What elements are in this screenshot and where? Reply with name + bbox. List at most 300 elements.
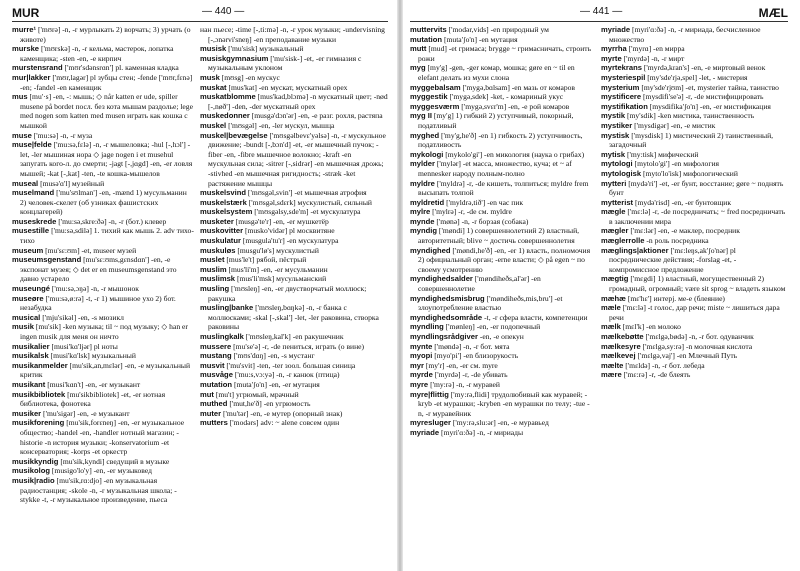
entry-headword: musikalsk xyxy=(12,351,49,361)
dictionary-entry xyxy=(200,370,388,380)
entry-headword: myresluger xyxy=(410,418,451,428)
dictionary-entry xyxy=(200,255,388,265)
right-page-number: — 441 — xyxy=(580,6,623,17)
entry-definition: [musi'kɑn't] -en, -er музыкант xyxy=(47,379,141,389)
entry-headword: myggesværm xyxy=(410,101,460,111)
dictionary-entry xyxy=(601,73,788,83)
dictionary-entry xyxy=(200,265,388,275)
entry-definition: [myri'ɑ:ðə] -n, -r мириада, бесчисленное множество xyxy=(609,25,761,44)
dictionary-column-2 xyxy=(200,25,388,565)
dictionary-entry xyxy=(200,351,388,361)
entry-definition: ['mysdisk] 1) мистический 2) таинственный, загадочный xyxy=(609,130,774,150)
dictionary-entry xyxy=(410,313,594,323)
entry-definition: ['mu'tər] -en, -e мутер (опорный знак) xyxy=(223,408,343,418)
entry-headword: mære xyxy=(601,370,622,380)
entry-definition: ['myldrə] -r, -de кишеть, толпиться; myldre frem высыпать толпой xyxy=(418,178,589,198)
entry-headword: mutt xyxy=(410,44,427,54)
entry-definition: [my'sdik] -ken мистика, таинственность xyxy=(626,111,755,121)
entry-definition: ['mygə,bɑlsam] -en мазь от комаров xyxy=(462,82,576,92)
entry-headword: mælkesyre xyxy=(601,341,641,351)
entry-headword: muslimsk xyxy=(200,274,236,284)
dictionary-entry xyxy=(601,361,788,371)
dictionary-entry xyxy=(12,418,194,456)
entry-definition: ['mɛlgə,sy:rə] -n молочная кислота xyxy=(642,341,753,351)
entry-headword: musisk xyxy=(200,44,227,54)
dictionary-entry xyxy=(12,284,194,294)
entry-headword: mystificere xyxy=(601,92,642,102)
entry-headword: myndling xyxy=(410,322,444,332)
dictionary-entry xyxy=(410,217,594,227)
entry-definition: [musgə'dɔn'ər] -en, -e разг. рохля, растяпа xyxy=(251,111,383,121)
entry-definition: ['mut,he'ð] -en угрюмость xyxy=(229,399,311,409)
entry-headword: muslet xyxy=(200,255,225,265)
entry-definition: [my'g] -gen, -ger комар, мошка; gøre en ~ til en elefant делать из мухи слона xyxy=(418,63,575,82)
right-guide-word: MÆL xyxy=(758,6,788,20)
dictionary-entry xyxy=(410,390,594,419)
entry-headword: muthed xyxy=(200,399,228,409)
dictionary-entry xyxy=(200,303,388,332)
dictionary-entry xyxy=(601,351,788,361)
entry-definition: ['mʊsgəlsy,sde'm] -et мускулатура xyxy=(254,207,361,217)
dictionary-entry xyxy=(601,169,788,179)
dictionary-entry xyxy=(12,380,194,390)
entry-definition: [musko'vidər] pl москвитяне xyxy=(244,226,335,236)
entry-headword: musiker xyxy=(12,408,42,418)
dictionary-entry xyxy=(200,44,388,54)
entry-headword: muskel xyxy=(200,120,227,130)
entry-headword: museumsgenstand xyxy=(12,255,82,265)
entry-headword: musling|banke xyxy=(200,303,254,313)
entry-headword: myrte xyxy=(601,53,622,63)
dictionary-entry xyxy=(12,342,194,352)
dictionary-entry xyxy=(410,111,594,130)
left-page-header xyxy=(12,6,388,22)
entry-headword: myldre xyxy=(410,178,435,188)
entry-definition: [mɛ'hɛ'] интерj. ме-е (блеяние) xyxy=(627,293,725,303)
dictionary-entry xyxy=(200,246,388,256)
entry-headword: muter xyxy=(200,408,222,418)
dictionary-entry xyxy=(601,121,788,131)
dictionary-column-1 xyxy=(12,25,194,565)
entry-headword: myghed xyxy=(410,130,440,140)
dictionary-entry xyxy=(200,380,388,390)
dictionary-entry xyxy=(601,25,788,44)
dictionary-entry xyxy=(601,102,788,112)
dictionary-entry xyxy=(200,207,388,217)
dictionary-entry xyxy=(601,83,788,93)
entry-definition: ['mɛ:rə] -r, -de блеять xyxy=(623,370,691,380)
entry-definition: ['mu:s,vɔ:yə] -n, -r канюк (птица) xyxy=(234,370,340,380)
dictionary-entry xyxy=(410,35,594,45)
dictionary-entry xyxy=(410,332,594,342)
dictionary-entry xyxy=(200,92,388,111)
dictionary-entry xyxy=(12,457,194,467)
entry-definition: [musgə'te'r] -en, -er мушкетёр xyxy=(235,216,329,226)
dictionary-entry xyxy=(200,274,388,284)
dictionary-entry xyxy=(12,476,194,505)
dictionary-entry xyxy=(410,428,594,438)
entry-definition: ['myrdə] -r, -de убивать xyxy=(434,370,508,380)
entry-headword: mægler xyxy=(601,226,629,236)
entry-headword: mylre xyxy=(410,207,431,217)
entry-headword: mutation xyxy=(410,34,443,44)
dictionary-entry xyxy=(601,246,788,275)
dictionary-entry xyxy=(410,294,594,313)
entry-definition: [mus'li'm] -en, -er мусульманин xyxy=(228,264,328,274)
entry-headword: murske xyxy=(12,44,40,54)
entry-definition: ['mʊrskə] -n, -r кельма, мастерок, лопатка каменщика; -sten -en, -e кирпич xyxy=(20,44,174,63)
dictionary-entry xyxy=(12,73,194,92)
dictionary-entry xyxy=(410,418,594,428)
dictionary-entry xyxy=(601,111,788,121)
entry-definition: ['mʊsleŋ,bɑŋkə] -n, -r банка с моллюсками; -skal [-,skal'] -let, -ler раковина, створка раковины xyxy=(208,303,379,332)
entry-headword: muskelsystem xyxy=(200,207,253,217)
entry-headword: mylder xyxy=(410,159,435,169)
dictionary-entry xyxy=(12,179,194,189)
entry-definition: ['mu:sə,ø:rə] -t, -r 1) мышиное ухо 2) бот. незабудка xyxy=(20,293,176,313)
entry-definition: [musi'kɑ'lsk] музыкальный xyxy=(50,351,136,361)
entry-headword: mytterist xyxy=(601,197,634,207)
dictionary-entry xyxy=(12,294,194,313)
entry-headword: myriade xyxy=(410,427,440,437)
entry-definition: [mʊsg] -en мускус xyxy=(221,72,280,82)
dictionary-column-3 xyxy=(410,25,594,565)
dictionary-entry xyxy=(410,25,594,35)
dictionary-entry xyxy=(601,332,788,342)
entry-definition: ['mɛ:lə] -r, -de посредничать; ~ fred посредничать в заключении мира xyxy=(609,207,786,226)
entry-headword: mælkevej xyxy=(601,351,636,361)
entry-definition: ['myrɑ] -en мирра xyxy=(628,44,685,54)
dictionary-entry xyxy=(601,179,788,198)
entry-definition: [mɛl'k] -en молоко xyxy=(622,322,681,332)
dictionary-entry xyxy=(12,92,194,130)
entry-headword: musk xyxy=(200,72,220,82)
dictionary-entry xyxy=(200,131,388,189)
dictionary-entry xyxy=(200,73,388,83)
entry-headword: muskuløs xyxy=(200,245,236,255)
entry-headword: mut xyxy=(200,389,214,399)
dictionary-entry xyxy=(200,390,388,400)
entry-definition: ['mu:sə,sdilə] 1. тихий как мышь 2. adv тихо-тихо xyxy=(20,226,194,246)
entry-definition: [my'sde'rjʊm] -et, mysterier тайна, таинство xyxy=(641,82,779,92)
entry-headword: musikbibliotek xyxy=(12,389,66,399)
dictionary-entry xyxy=(410,102,594,112)
dictionary-entry xyxy=(12,390,194,409)
entry-definition: [myto'lo'isk] мифологический xyxy=(643,168,738,178)
entry-definition: ['mɛlgə,vaj'] -en Млечный Путь xyxy=(637,351,738,361)
entry-headword: museum xyxy=(12,245,44,255)
entry-definition: [mus'li'msk] мусульманский xyxy=(236,274,327,284)
entry-definition: [mydə'ri'] -et, -er бунт, восстание; gøre ~ поднять бунт xyxy=(609,178,784,198)
dictionary-entry xyxy=(601,342,788,352)
entry-definition: [mu't] угрюмый, мрачный xyxy=(215,389,299,399)
entry-headword: myre xyxy=(410,379,429,389)
entry-definition: ['mønə] -n, -r борзая (собака) xyxy=(436,216,529,226)
dictionary-entry xyxy=(12,361,194,380)
entry-definition: ['mʊrə] -n, -r мурлыкать 2) ворчать; 3) урчать (о животе) xyxy=(20,25,191,44)
entry-headword: mystisk xyxy=(601,130,630,140)
entry-definition: -n роль посредника xyxy=(646,236,709,246)
dictionary-entry xyxy=(601,150,788,160)
entry-definition: [musə'ɑ'l] музейный xyxy=(40,178,105,188)
entry-headword: myriade xyxy=(601,25,631,34)
entry-headword: musical xyxy=(12,312,41,322)
entry-definition: ['my:tisk] мифический xyxy=(626,149,699,159)
entry-definition: [musgula'tu'r] -en мускулатура xyxy=(242,236,339,246)
dictionary-entry xyxy=(601,322,788,332)
entry-headword: mykologi xyxy=(410,149,444,159)
entry-definition: ['mygə,sdek] -ket, - комариный укус xyxy=(449,92,564,102)
book-gutter xyxy=(397,0,403,571)
entry-headword: musketer xyxy=(200,216,234,226)
entry-headword: myndighedsmisbrug xyxy=(410,293,485,303)
entry-definition: ['mʊr'sdənsrɑn'] pl. каменная кладка xyxy=(64,63,179,73)
dictionary-entry xyxy=(12,63,194,73)
dictionary-entry xyxy=(410,44,594,63)
entry-definition: [muta'ʃo'n] -en мутация xyxy=(443,34,518,44)
entry-headword: mynde xyxy=(410,216,435,226)
entry-headword: myg xyxy=(410,63,426,73)
entry-definition: [musi'kɑ'ljər] pl ноты xyxy=(51,341,118,351)
dictionary-entry xyxy=(200,83,388,93)
dictionary-entry xyxy=(200,284,388,303)
entry-definition: ['mygə,svɛr'm] -en, -e рой комаров xyxy=(461,101,570,111)
dictionary-entry xyxy=(410,83,594,93)
entry-headword: myndlingsrådgiver xyxy=(410,332,478,341)
entry-headword: musling xyxy=(200,284,230,294)
entry-definition: ['møndi] 1) совершеннолетний 2) властный, авторитетный; blive ~ достичь совершеннолетия xyxy=(418,226,580,246)
dictionary-entry xyxy=(601,92,788,102)
dictionary-entry xyxy=(410,179,594,198)
entry-definition: ['my:rə,flidi] трудолюбивый как муравей; -kryb -et мурашки; -kryben -en мурашки по телу; -tue -n, -r муравейник xyxy=(418,389,590,418)
entry-definition: [mu'sɛ:ʊm] -et, museer музей xyxy=(45,245,137,255)
entry-headword: mussere xyxy=(200,341,232,351)
entry-headword: mægtig xyxy=(601,274,629,284)
entry-headword: mus xyxy=(12,92,28,102)
entry-headword: myndig xyxy=(410,226,438,236)
entry-definition: [mu'sik,rɑ:djo] -en музыкальная радиостанция; -skole -n, -r музыкальная школа; -stykke -t, -r музыкальное произведение, пьеса xyxy=(20,475,177,505)
entry-headword: myrtekrans xyxy=(601,63,642,73)
entry-definition: ['mɛldə] -n, -r бот. лебеда xyxy=(625,360,705,370)
entry-definition: ['mʊsgəl] -en, -ler мускул, мышца xyxy=(228,120,335,130)
dictionary-entry xyxy=(601,226,788,236)
entry-headword: myndighed xyxy=(410,245,451,255)
dictionary-entry xyxy=(200,332,388,342)
entry-definition: нан пьесе; -time [-,ti:mə] -n, -r урок музыки; -undervisning [-,ɔnərvi'sneŋ] -en преподавание музыки xyxy=(200,25,385,44)
entry-headword: myre|flittig xyxy=(410,389,449,399)
dictionary-entry xyxy=(601,131,788,150)
entry-headword: myg II xyxy=(410,111,432,121)
entry-definition: ['myldrə,tið'] -en час пик xyxy=(446,197,524,207)
dictionary-entry xyxy=(12,44,194,63)
entry-headword: musiskgymnasium xyxy=(200,53,269,63)
dictionary-entry xyxy=(200,217,388,227)
dictionary-entry xyxy=(12,25,194,44)
entry-definition: ['mu'sisk] музыкальный xyxy=(228,44,304,54)
entry-headword: mægle xyxy=(601,207,626,217)
entry-definition: ['mu:sə] -n, -r муза xyxy=(33,130,93,140)
entry-definition: ['mu'sisk-] -et, -er гимназия с музыкальным уклоном xyxy=(208,53,362,73)
entry-headword: muskelsvind xyxy=(200,188,247,198)
entry-definition: ['mu'sʊlman'] -en, -mænd 1) мусульманин 2) человек-скелет (об узниках фашистских концлагерей) xyxy=(20,188,187,217)
dictionary-entry xyxy=(200,25,388,44)
entry-headword: murstensrand xyxy=(12,63,63,73)
entry-headword: mystik xyxy=(601,111,626,121)
entry-definition: ['mʊsleŋ] -en, -er двустворчатый моллюск; ракушка xyxy=(208,284,367,303)
entry-definition: ['my:rə] -n, -r муравей xyxy=(430,379,500,389)
entry-definition: [mu'sik,an,mɛlər] -en, -e музыкальный критик xyxy=(20,360,191,380)
dictionary-entry xyxy=(601,207,788,226)
left-page-number: — 440 — xyxy=(202,6,245,17)
entry-definition: [mud] -et гримаса; brygge ~ гримасничать, строить рожи xyxy=(418,44,592,63)
entry-headword: muskedonner xyxy=(200,111,250,121)
entry-headword: muttervits xyxy=(410,25,447,34)
entry-definition: ['mønleŋ] -en, -er подопечный xyxy=(445,322,541,332)
entry-headword: musikant xyxy=(12,379,46,389)
entry-headword: muslingkalk xyxy=(200,332,244,341)
dictionary-entry xyxy=(601,274,788,293)
entry-definition: [my'sde'rjə,spel] -let, - мистерия xyxy=(647,72,748,82)
entry-definition: ['modərs] adv: ~ alene совсем один xyxy=(229,418,340,428)
dictionary-entry xyxy=(601,294,788,304)
entry-definition: [mysdifika'ʃo'n] -en, -er мистификация xyxy=(649,101,771,111)
entry-headword: muselmand xyxy=(12,188,55,198)
left-guide-word: MUR xyxy=(12,6,40,20)
entry-definition: [mus'kat] -en мускат, мускатный орех xyxy=(228,82,348,92)
dictionary-entry xyxy=(410,274,594,293)
dictionary-entry xyxy=(410,370,594,380)
entry-headword: muskel|bevægelse xyxy=(200,130,268,140)
entry-definition: ['møndi,he'ð] -en, -er 1) власть, полномочия 2) официальный орган; -erne власти; ◇ på egen ~ по своему усмотрению xyxy=(418,245,591,274)
entry-definition: -t, -r сфера власти, компетенции xyxy=(484,312,588,322)
entry-headword: myldretid xyxy=(410,197,445,207)
entry-headword: muse xyxy=(12,130,32,140)
entry-headword: musestille xyxy=(12,226,50,236)
entry-headword: mytologisk xyxy=(601,168,642,178)
entry-headword: muslim xyxy=(200,264,227,274)
entry-headword: mystiker xyxy=(601,120,633,130)
entry-definition: ['mu:sə,ɔŋə] -n, -r мышонок xyxy=(51,284,139,294)
entry-headword: murre¹ xyxy=(12,25,37,34)
entry-headword: myndighedsalder xyxy=(410,274,473,284)
entry-headword: mustang xyxy=(200,351,232,361)
entry-headword: mæle xyxy=(601,303,621,313)
entry-definition: [mu'sik,kyndi] сведущий в музыке xyxy=(60,456,170,466)
entry-definition: [my'g] 1) гибкий 2) уступчивый, покорный, податливый xyxy=(418,111,574,130)
dictionary-entry xyxy=(200,361,388,371)
entry-definition: ['modər,vids] -en природный ум xyxy=(448,25,549,34)
entry-headword: musikanmelder xyxy=(12,360,68,370)
entry-definition: ['mylər] -et масса, множество, куча; et ~ af mennesker народу полным-полно xyxy=(418,159,572,178)
entry-headword: musvit xyxy=(200,360,225,370)
dictionary-entry xyxy=(200,188,388,198)
entry-headword: museungé xyxy=(12,284,50,294)
right-page-header xyxy=(410,6,788,22)
entry-headword: myr xyxy=(410,360,424,370)
entry-headword: musik|radio xyxy=(12,475,55,485)
dictionary-entry xyxy=(410,150,594,160)
entry-headword: musikkyndig xyxy=(12,456,59,466)
entry-definition: [my'r] -en, -er см. myre xyxy=(425,360,498,370)
entry-definition: [muta'ʃo'n] -en, -er мутация xyxy=(233,379,320,389)
dictionary-entry xyxy=(200,342,388,352)
entry-definition: ['myrdə] -n, -r мирт xyxy=(623,53,685,63)
entry-definition: [mus'kad,blɔmə] -n мускатный цвет; -nød [-,nøð'] -den, -der мускатный орех xyxy=(208,92,388,111)
dictionary-entry xyxy=(200,111,388,121)
entry-headword: mælte xyxy=(601,360,624,370)
entry-headword: mutation xyxy=(200,379,233,389)
entry-definition: [myo'pi'] -en близорукость xyxy=(434,351,519,361)
dictionary-entry xyxy=(410,159,594,178)
entry-definition: ['mɛgdi] 1) властный, могущественный 2) громадный, огромный; være sit sprog ~ владеть языком xyxy=(609,274,786,294)
dictionary-entry xyxy=(12,131,194,141)
entry-definition: ['mylrə] -r, -de см. myldre xyxy=(432,207,512,217)
entry-headword: myggestik xyxy=(410,92,448,102)
dictionary-entry xyxy=(12,140,194,178)
dictionary-entry xyxy=(200,399,388,409)
entry-definition: [musgu'lø's] мускулистый xyxy=(237,245,319,255)
entry-definition: -en, -e опекун xyxy=(479,332,524,341)
dictionary-entry xyxy=(410,198,594,208)
entry-definition: [mu'sɛ:ʊms,gɛnsdɑn'] -en, -e экспонат музея; ◇ det er en museumsgenstand это давно устарело xyxy=(20,255,177,284)
entry-definition: [mu'se'ə] -r, -de пениться, играть (о вине) xyxy=(233,341,365,351)
dictionary-entry xyxy=(200,236,388,246)
entry-headword: myndighedsområde xyxy=(410,312,483,322)
dictionary-entry xyxy=(601,63,788,73)
entry-headword: musik xyxy=(12,322,34,332)
dictionary-entry xyxy=(410,246,594,275)
entry-headword: muskat xyxy=(200,82,227,92)
dictionary-entry xyxy=(12,246,194,256)
entry-headword: muskulatur xyxy=(200,236,241,246)
dictionary-entry xyxy=(12,409,194,419)
dictionary-entry xyxy=(12,351,194,361)
dictionary-entry xyxy=(601,54,788,64)
dictionary-entry xyxy=(200,418,388,428)
dictionary-entry xyxy=(200,54,388,73)
dictionary-entry xyxy=(410,63,594,82)
entry-headword: muskatblomme xyxy=(200,92,256,102)
entry-definition: [mu'·s] -en, -: мышь; ◇ når katten er ude, spiller musene på bordet посл. без кота мышам раздолье; lege med nogen som katten med musen играть как кошка с мышкой xyxy=(20,92,193,130)
left-header-rule xyxy=(12,21,388,22)
dictionary-entry xyxy=(601,303,788,322)
entry-definition: [musigo'lo'y] -en, -er музыковед xyxy=(51,466,152,476)
dictionary-entry xyxy=(200,226,388,236)
entry-headword: mæhæ xyxy=(601,293,626,303)
dictionary-entry xyxy=(12,466,194,476)
dictionary-entry xyxy=(410,380,594,390)
entry-definition: ['mɛ:lər] -en, -e маклер, посредник xyxy=(630,226,740,236)
entry-headword: mur|lakker xyxy=(12,72,51,82)
entry-definition: ['mʊs'dɑŋ] -en, -s мустанг xyxy=(233,351,315,361)
dictionary-entry xyxy=(200,198,388,208)
dictionary-entry xyxy=(200,409,388,419)
entry-definition: ['mu'sigər] -en, -e музыкант xyxy=(43,408,130,418)
entry-headword: muskelstærk xyxy=(200,197,247,207)
dictionary-entry xyxy=(410,207,594,217)
dictionary-entry xyxy=(12,313,194,323)
dictionary-entry xyxy=(410,361,594,371)
entry-definition: ['mysdigər] -en, -e мистик xyxy=(634,120,716,130)
entry-definition: ['myrdə,kran's] -en, -e миртовый венок xyxy=(643,63,766,73)
entry-definition: ['mʊsgəl,sdɛrk] мускулистый, сильный xyxy=(248,197,373,207)
entry-definition: ['mju'sikəl] -en, -s мюзикл xyxy=(42,312,124,322)
dictionary-entry xyxy=(12,226,194,245)
entry-headword: mysterium xyxy=(601,82,640,92)
entry-headword: mælkebøtte xyxy=(601,332,644,341)
entry-headword: myrrha xyxy=(601,44,627,54)
dictionary-entry xyxy=(12,255,194,284)
